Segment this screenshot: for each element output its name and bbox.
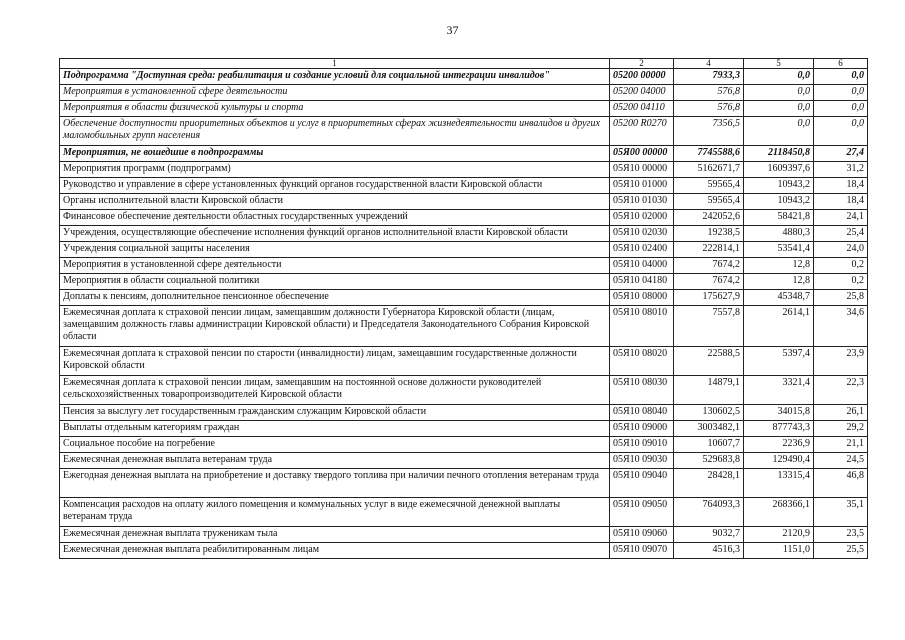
row-code: 05Я10 01030 — [610, 194, 674, 210]
row-code: 05Я10 09060 — [610, 527, 674, 543]
row-name: Мероприятия в области социальной политики — [60, 274, 610, 290]
row-value-col4: 9032,7 — [674, 527, 744, 543]
row-value-col5: 2236,9 — [744, 437, 814, 453]
row-value-col6: 35,1 — [814, 498, 868, 527]
row-value-col6: 0,0 — [814, 85, 868, 101]
row-code: 05Я10 09010 — [610, 437, 674, 453]
row-value-col4: 59565,4 — [674, 178, 744, 194]
row-value-col6: 29,2 — [814, 421, 868, 437]
table-row — [60, 453, 868, 469]
row-value-col4: 576,8 — [674, 101, 744, 117]
row-value-col5: 0,0 — [744, 69, 814, 85]
table-row — [60, 274, 868, 290]
row-value-col5: 1609397,6 — [744, 162, 814, 178]
row-value-col6: 27,4 — [814, 146, 868, 162]
row-name: Обеспечение доступности приоритетных объектов и услуг в приоритетных сферах жизнедеятельности инвалидов и других маломобильных групп населения — [60, 117, 610, 146]
row-value-col5: 1151,0 — [744, 543, 814, 559]
table-row — [60, 421, 868, 437]
row-name: Финансовое обеспечение деятельности областных государственных учреждений — [60, 210, 610, 226]
row-value-col4: 10607,7 — [674, 437, 744, 453]
row-code: 05200 04110 — [610, 101, 674, 117]
row-code: 05Я10 00000 — [610, 162, 674, 178]
row-value-col6: 0,2 — [814, 274, 868, 290]
table-row — [60, 347, 868, 376]
row-value-col4: 14879,1 — [674, 376, 744, 405]
row-value-col4: 28428,1 — [674, 469, 744, 498]
row-name: Ежемесячная доплата к страховой пенсии лицам, замещавшим на постоянной основе должности руководителей сельскохозяйственных товаропроизводителей Кировской области — [60, 376, 610, 405]
table-row — [60, 469, 868, 498]
row-value-col5: 129490,4 — [744, 453, 814, 469]
row-value-col6: 24,5 — [814, 453, 868, 469]
table-row — [60, 178, 868, 194]
row-value-col5: 34015,8 — [744, 405, 814, 421]
row-code: 05Я10 08040 — [610, 405, 674, 421]
row-value-col4: 242052,6 — [674, 210, 744, 226]
row-value-col4: 175627,9 — [674, 290, 744, 306]
row-value-col4: 3003482,1 — [674, 421, 744, 437]
header-col-5: 5 — [744, 59, 814, 69]
row-value-col6: 0,0 — [814, 69, 868, 85]
row-value-col5: 2614,1 — [744, 306, 814, 347]
budget-table — [59, 58, 868, 559]
row-value-col4: 529683,8 — [674, 453, 744, 469]
row-value-col6: 31,2 — [814, 162, 868, 178]
row-value-col4: 22588,5 — [674, 347, 744, 376]
table-row — [60, 85, 868, 101]
row-value-col6: 25,8 — [814, 290, 868, 306]
row-value-col6: 34,6 — [814, 306, 868, 347]
row-code: 05Я00 00000 — [610, 146, 674, 162]
row-value-col4: 7557,8 — [674, 306, 744, 347]
row-name: Ежегодная денежная выплата на приобретение и доставку твердого топлива при наличии печного отопления ветеранам труда — [60, 469, 610, 498]
table-row — [60, 376, 868, 405]
row-value-col4: 130602,5 — [674, 405, 744, 421]
header-col-6: 6 — [814, 59, 868, 69]
row-value-col4: 764093,3 — [674, 498, 744, 527]
row-value-col5: 0,0 — [744, 117, 814, 146]
row-name: Ежемесячная денежная выплата реабилитированным лицам — [60, 543, 610, 559]
row-value-col5: 2120,9 — [744, 527, 814, 543]
table-row — [60, 306, 868, 347]
row-value-col5: 4880,3 — [744, 226, 814, 242]
table-row — [60, 69, 868, 85]
row-value-col4: 7674,2 — [674, 258, 744, 274]
page-number: 37 — [446, 23, 459, 37]
row-value-col5: 12,8 — [744, 274, 814, 290]
row-value-col4: 19238,5 — [674, 226, 744, 242]
row-name: Мероприятия, не вошедшие в подпрограммы — [60, 146, 610, 162]
row-value-col6: 24,0 — [814, 242, 868, 258]
row-code: 05Я10 09040 — [610, 469, 674, 498]
row-value-col4: 7933,3 — [674, 69, 744, 85]
row-value-col6: 21,1 — [814, 437, 868, 453]
row-code: 05Я10 08030 — [610, 376, 674, 405]
row-value-col5: 2118450,8 — [744, 146, 814, 162]
row-value-col4: 576,8 — [674, 85, 744, 101]
row-value-col6: 24,1 — [814, 210, 868, 226]
row-value-col6: 22,3 — [814, 376, 868, 405]
row-value-col5: 0,0 — [744, 85, 814, 101]
row-value-col5: 53541,4 — [744, 242, 814, 258]
row-code: 05Я10 04180 — [610, 274, 674, 290]
table-row — [60, 117, 868, 146]
row-name: Ежемесячная доплата к страховой пенсии по старости (инвалидности) лицам, замещавшим государственные должности Кировской области — [60, 347, 610, 376]
row-value-col5: 12,8 — [744, 258, 814, 274]
row-value-col5: 3321,4 — [744, 376, 814, 405]
row-value-col5: 268366,1 — [744, 498, 814, 527]
table-header-row — [60, 59, 868, 69]
row-value-col6: 0,0 — [814, 117, 868, 146]
row-code: 05200 04000 — [610, 85, 674, 101]
row-name: Социальное пособие на погребение — [60, 437, 610, 453]
row-value-col6: 23,9 — [814, 347, 868, 376]
row-name: Компенсация расходов на оплату жилого помещения и коммунальных услуг в виде ежемесячной денежной выплаты ветеранам труда — [60, 498, 610, 527]
table-row — [60, 405, 868, 421]
row-value-col5: 10943,2 — [744, 194, 814, 210]
row-value-col6: 0,2 — [814, 258, 868, 274]
row-code: 05200 R0270 — [610, 117, 674, 146]
row-value-col6: 18,4 — [814, 178, 868, 194]
row-name: Пенсия за выслугу лет государственным гражданским служащим Кировской области — [60, 405, 610, 421]
row-value-col4: 222814,1 — [674, 242, 744, 258]
header-col-1: 1 — [60, 59, 610, 69]
row-value-col6: 25,4 — [814, 226, 868, 242]
row-name: Мероприятия в установленной сфере деятельности — [60, 85, 610, 101]
row-value-col4: 7356,5 — [674, 117, 744, 146]
row-code: 05Я10 02030 — [610, 226, 674, 242]
row-value-col5: 45348,7 — [744, 290, 814, 306]
row-name: Ежемесячная денежная выплата ветеранам труда — [60, 453, 610, 469]
row-value-col4: 7674,2 — [674, 274, 744, 290]
table-row — [60, 258, 868, 274]
row-code: 05Я10 02000 — [610, 210, 674, 226]
row-code: 05Я10 09000 — [610, 421, 674, 437]
table-row — [60, 162, 868, 178]
table-row — [60, 242, 868, 258]
row-value-col6: 26,1 — [814, 405, 868, 421]
row-name: Ежемесячная денежная выплата труженикам тыла — [60, 527, 610, 543]
row-value-col5: 58421,8 — [744, 210, 814, 226]
table-row — [60, 437, 868, 453]
row-value-col6: 23,5 — [814, 527, 868, 543]
row-value-col4: 7745588,6 — [674, 146, 744, 162]
row-code: 05Я10 09030 — [610, 453, 674, 469]
table-row — [60, 527, 868, 543]
row-code: 05Я10 08010 — [610, 306, 674, 347]
row-name: Руководство и управление в сфере установленных функций органов государственной власти Кировской области — [60, 178, 610, 194]
row-value-col5: 10943,2 — [744, 178, 814, 194]
row-name: Мероприятия программ (подпрограмм) — [60, 162, 610, 178]
table-row — [60, 210, 868, 226]
row-name: Выплаты отдельным категориям граждан — [60, 421, 610, 437]
row-code: 05Я10 02400 — [610, 242, 674, 258]
row-name: Учреждения социальной защиты населения — [60, 242, 610, 258]
row-value-col5: 877743,3 — [744, 421, 814, 437]
header-col-2: 2 — [610, 59, 674, 69]
row-name: Органы исполнительной власти Кировской области — [60, 194, 610, 210]
table-row — [60, 101, 868, 117]
row-value-col5: 13315,4 — [744, 469, 814, 498]
row-value-col4: 59565,4 — [674, 194, 744, 210]
row-code: 05Я10 01000 — [610, 178, 674, 194]
row-code: 05Я10 08000 — [610, 290, 674, 306]
table-row — [60, 543, 868, 559]
table-row — [60, 498, 868, 527]
header-col-4: 4 — [674, 59, 744, 69]
row-value-col6: 25,5 — [814, 543, 868, 559]
row-name: Мероприятия в установленной сфере деятельности — [60, 258, 610, 274]
row-value-col6: 46,8 — [814, 469, 868, 498]
row-value-col6: 18,4 — [814, 194, 868, 210]
row-code: 05Я10 08020 — [610, 347, 674, 376]
row-code: 05Я10 04000 — [610, 258, 674, 274]
row-code: 05Я10 09070 — [610, 543, 674, 559]
row-value-col5: 0,0 — [744, 101, 814, 117]
row-value-col5: 5397,4 — [744, 347, 814, 376]
table-row — [60, 194, 868, 210]
row-name: Доплаты к пенсиям, дополнительное пенсионное обеспечение — [60, 290, 610, 306]
row-name: Подпрограмма "Доступная среда: реабилитация и создание условий для социальной интеграции инвалидов" — [60, 69, 610, 85]
table-row — [60, 290, 868, 306]
row-code: 05Я10 09050 — [610, 498, 674, 527]
row-value-col6: 0,0 — [814, 101, 868, 117]
row-name: Учреждения, осуществляющие обеспечение исполнения функций органов исполнительной власти Кировской области — [60, 226, 610, 242]
row-value-col4: 5162671,7 — [674, 162, 744, 178]
row-code: 05200 00000 — [610, 69, 674, 85]
row-name: Мероприятия в области физической культуры и спорта — [60, 101, 610, 117]
table-row — [60, 146, 868, 162]
row-value-col4: 4516,3 — [674, 543, 744, 559]
table-row — [60, 226, 868, 242]
row-name: Ежемесячная доплата к страховой пенсии лицам, замещавшим должности Губернатора Кировской области (лицам, замещавшим должность главы администрации Кировской области) и Председателя Законодательного Собрания Кировской области — [60, 306, 610, 347]
